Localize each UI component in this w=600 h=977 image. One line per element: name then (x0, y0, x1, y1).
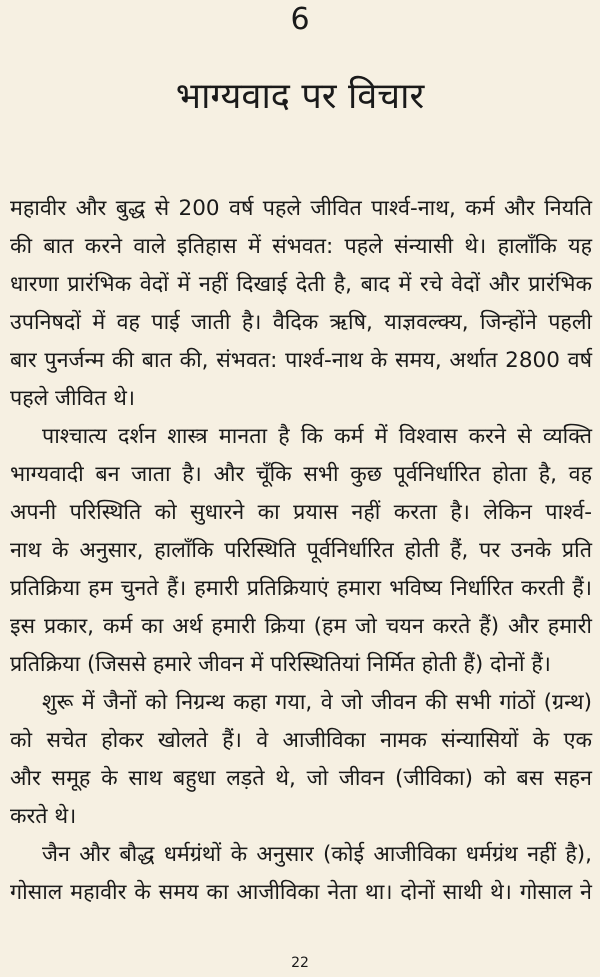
text-line: धारणा प्रारंभिक वेदों में नहीं दिखाई देती है, बाद में रचे वेदों और प्रारंभिक (10, 272, 592, 297)
text-line: और समूह के साथ बहुधा लड़ते थे, जो जीवन (जीविका) को बस सहन (10, 766, 592, 791)
paragraph (10, 190, 592, 418)
body-text (10, 190, 592, 912)
text-line: करते थे। (10, 804, 77, 829)
text-line: प्रतिक्रिया (जिससे हमारे जीवन में परिस्थितियां निर्मित होती हैं) दोनों हैं। (10, 652, 551, 677)
text-line: उपनिषदों में वह पाई जाती है। वैदिक ऋषि, याज्ञवल्क्य, जिन्होंने पहली (10, 310, 592, 335)
page-number: 22 (291, 955, 309, 971)
text-line: पहले जीवित थे। (10, 386, 136, 411)
text-line: जैन और बौद्ध धर्मग्रंथों के अनुसार (कोई आजीविका धर्मग्रंथ नहीं है), (42, 842, 592, 867)
text-line: की बात करने वाले इतिहास में संभवत: पहले संन्यासी थे। हालाँकि यह (10, 234, 592, 259)
text-line: नाथ के अनुसार, हालाँकि परिस्थिति पूर्वनिर्धारित होती हैं, पर उनके प्रति (10, 538, 592, 563)
paragraph (10, 418, 592, 684)
paragraph (10, 684, 592, 836)
chapter-title: भाग्यवाद पर विचार (175, 76, 425, 117)
text-line: को सचेत होकर खोलते हैं। वे आजीविका नामक संन्यासियों के एक (10, 728, 592, 753)
text-line: बार पुनर्जन्म की बात की, संभवत: पार्श्व-नाथ के समय, अर्थात 2800 वर्ष (10, 348, 592, 373)
text-line: प्रतिक्रिया हम चुनते हैं। हमारी प्रतिक्रियाएं हमारा भविष्य निर्धारित करती हैं। (10, 576, 592, 601)
text-line: शुरू में जैनों को निग्रन्थ कहा गया, वे जो जीवन की सभी गांठों (ग्रन्थ) (42, 690, 592, 715)
text-line: अपनी परिस्थिति को सुधारने का प्रयास नहीं करता है। लेकिन पार्श्व- (10, 500, 592, 525)
paragraph (10, 836, 592, 912)
text-line: गोसाल महावीर के समय का आजीविका नेता था। दोनों साथी थे। गोसाल ने (10, 880, 592, 905)
text-line: इस प्रकार, कर्म का अर्थ हमारी क्रिया (हम जो चयन करते हैं) और हमारी (10, 614, 592, 639)
text-line: महावीर और बुद्ध से 200 वर्ष पहले जीवित पार्श्व-नाथ, कर्म और नियति (10, 196, 592, 221)
chapter-number: 6 (290, 2, 310, 37)
text-line: पाश्चात्य दर्शन शास्त्र मानता है कि कर्म में विश्वास करने से व्यक्ति (42, 424, 592, 449)
text-line: भाग्यवादी बन जाता है। और चूँकि सभी कुछ पूर्वनिर्धारित होता है, वह (10, 462, 592, 487)
